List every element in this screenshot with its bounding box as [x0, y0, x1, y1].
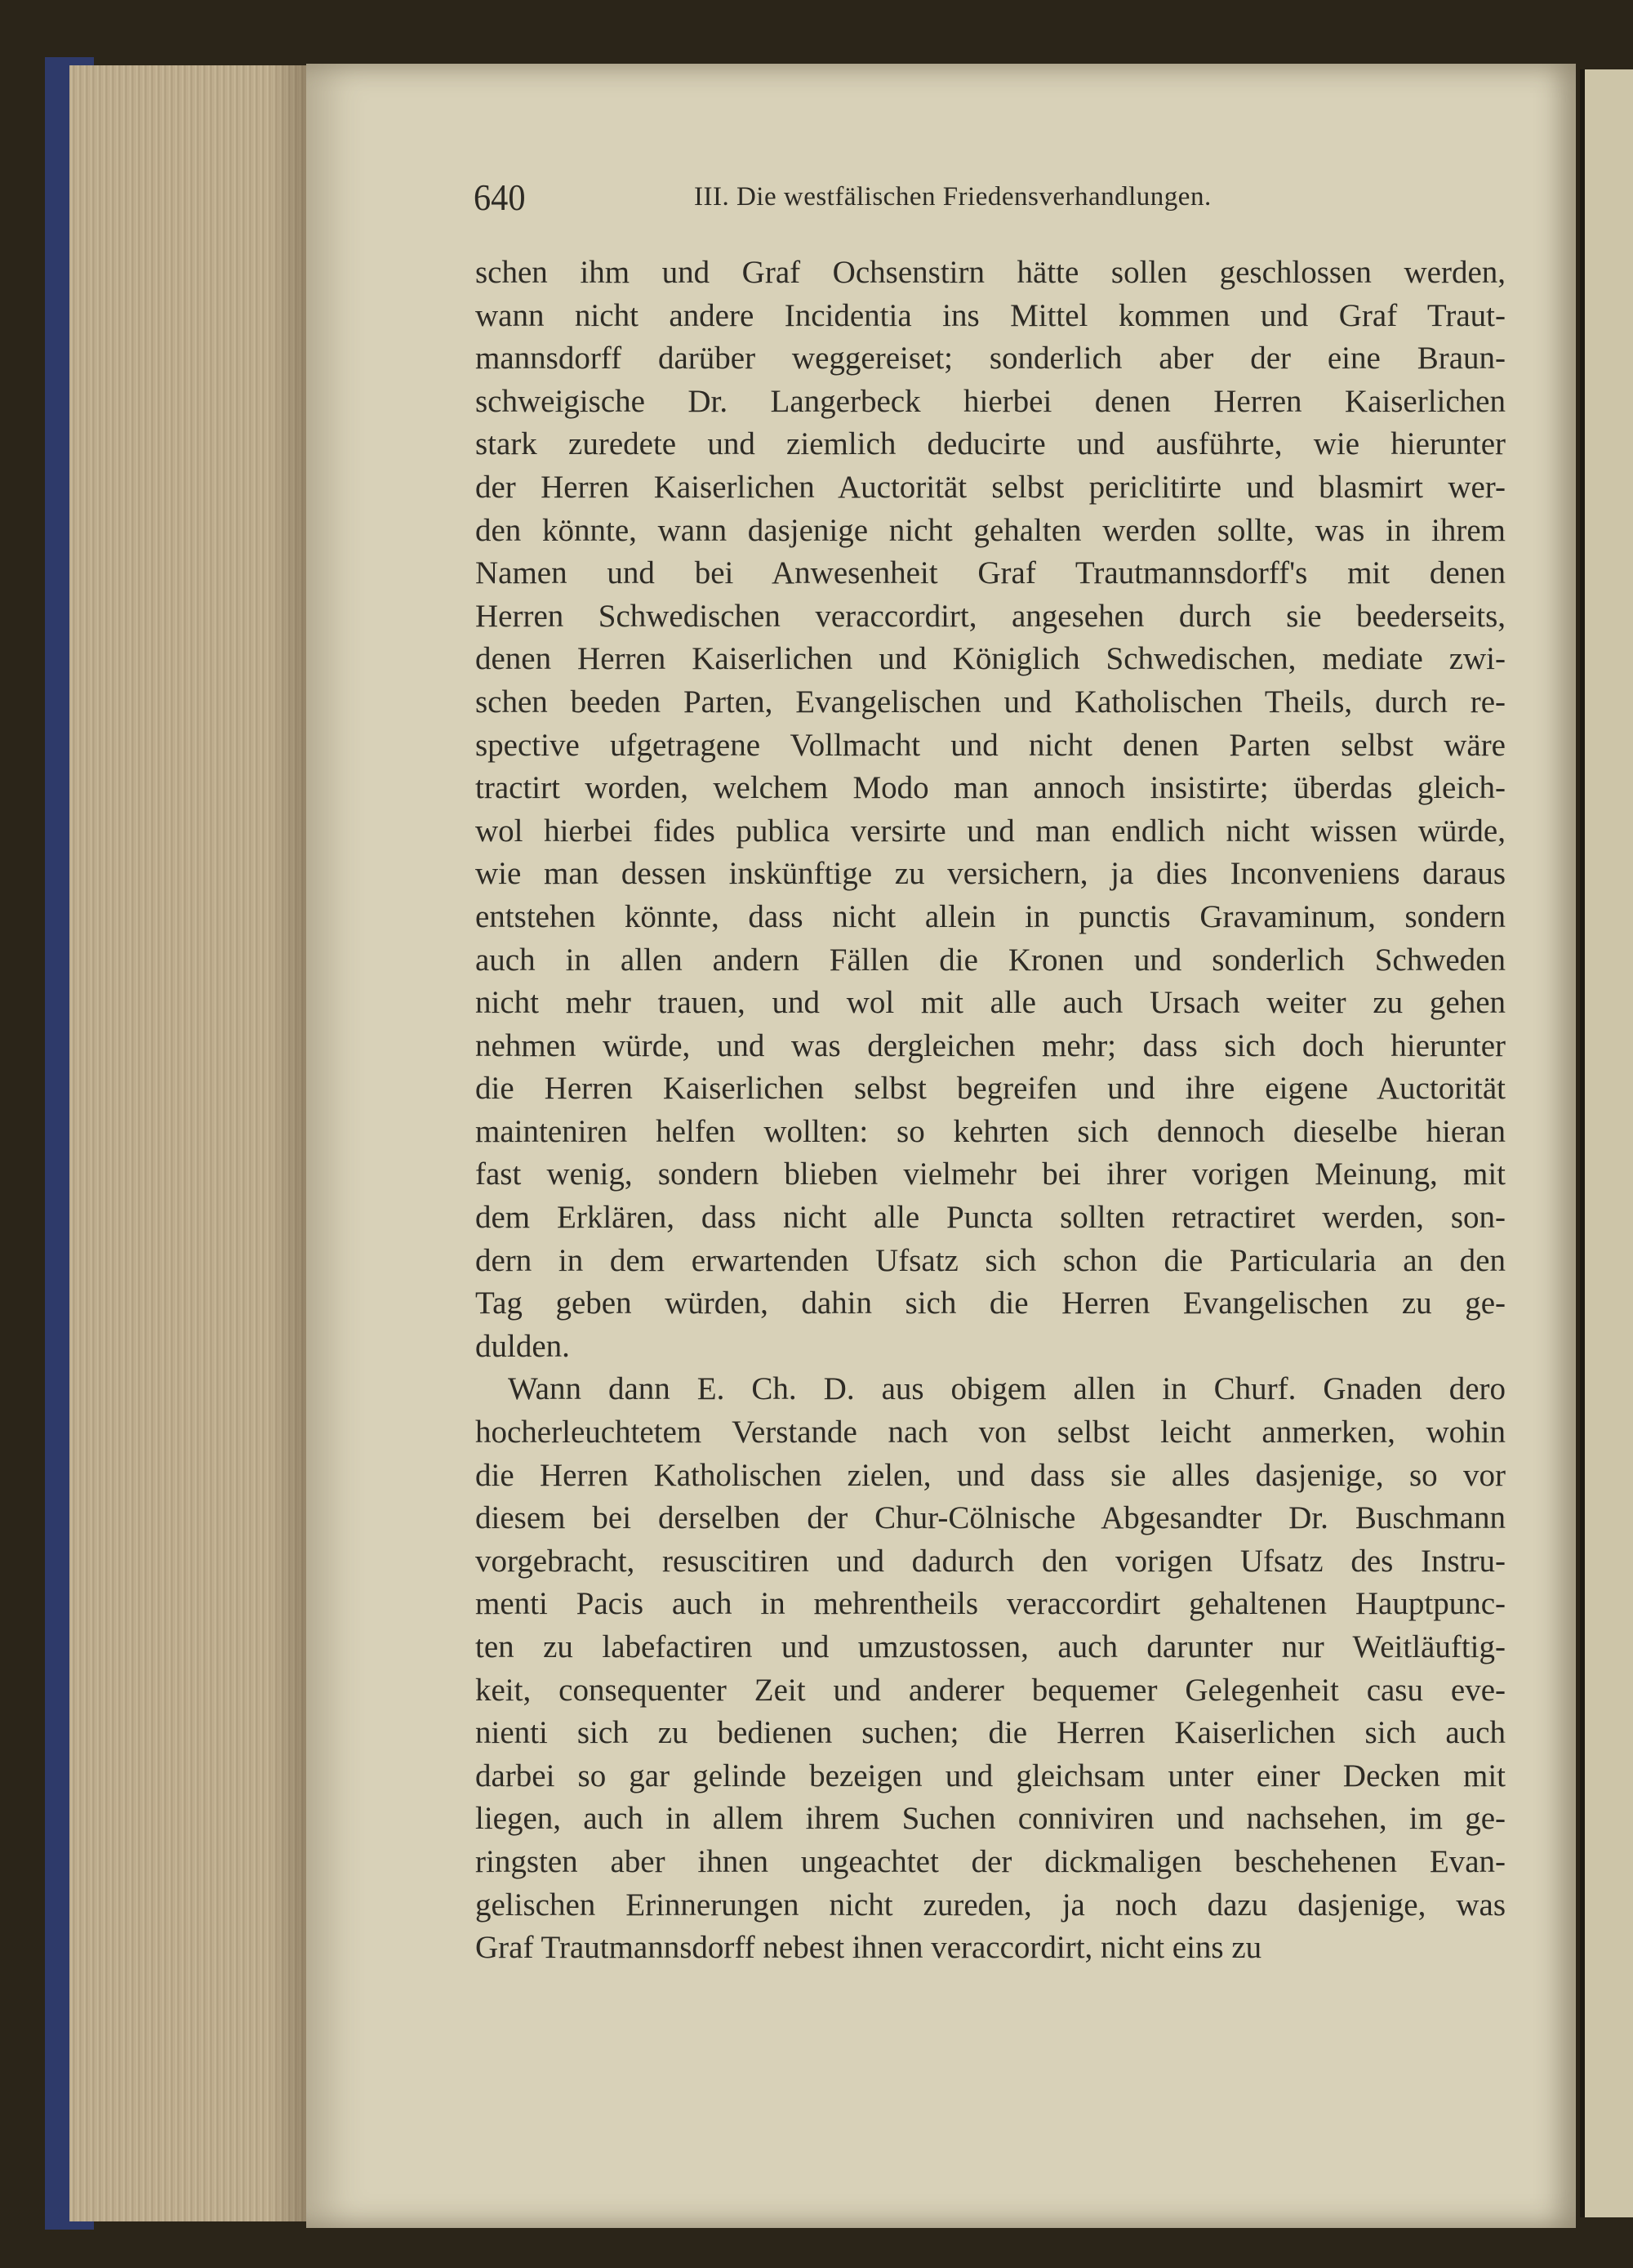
- running-title: III. Die westfälischen Friedensverhandlungen.: [694, 182, 1212, 212]
- text-line: nienti sich zu bedienen suchen; die Herren Kaiserlichen sich auch: [475, 1715, 1506, 1751]
- page-edges-shadow: [269, 65, 310, 2221]
- text-line: darbei so gar gelinde bezeigen und gleichsam unter einer Decken mit: [475, 1758, 1506, 1793]
- text-line: ten zu labefactiren und umzustossen, auch darunter nur Weitläuftig-: [475, 1629, 1506, 1664]
- text-line: ringsten aber ihnen ungeachtet der dickmaligen beschehenen Evan-: [475, 1843, 1506, 1879]
- text-line: wie man dessen inskünftige zu versichern, ja dies Inconveniens daraus: [475, 856, 1506, 892]
- text-line: schen ihm und Graf Ochsenstirn hätte sollen geschlossen werden,: [475, 255, 1506, 290]
- text-line: entstehen könnte, dass nicht allein in punctis Gravaminum, sondern: [475, 898, 1506, 934]
- text-line: wol hierbei fides publica versirte und man endlich nicht wissen würde,: [475, 813, 1506, 849]
- text-line: tractirt worden, welchem Modo man annoch insistirte; überdas gleich-: [475, 770, 1506, 806]
- body-text: [475, 252, 1506, 1970]
- text-line: dern in dem erwartenden Ufsatz sich schon die Particularia an den: [475, 1242, 1506, 1278]
- page-number: 640: [474, 176, 526, 218]
- text-line: denen Herren Kaiserlichen und Königlich Schwedischen, mediate zwi-: [475, 641, 1506, 677]
- text-line: dulden.: [475, 1328, 570, 1364]
- facing-page-edge: [1580, 69, 1633, 2217]
- text-line: fast wenig, sondern blieben vielmehr bei ihrer vorigen Meinung, mit: [475, 1156, 1506, 1192]
- text-line: schen beeden Parten, Evangelischen und Katholischen Theils, durch re-: [475, 684, 1506, 720]
- text-line: wann nicht andere Incidentia ins Mittel kommen und Graf Traut-: [475, 297, 1506, 333]
- text-line: gelischen Erinnerungen nicht zureden, ja noch dazu dasjenige, was: [475, 1887, 1506, 1923]
- text-line: mainteniren helfen wollten: so kehrten sich dennoch dieselbe hieran: [475, 1113, 1506, 1149]
- text-line: diesem bei derselben der Chur-Cölnische Abgesandter Dr. Buschmann: [475, 1500, 1506, 1536]
- text-line: mannsdorff darüber weggereiset; sonderlich aber der eine Braun-: [475, 341, 1506, 377]
- running-header: [474, 176, 1535, 225]
- text-line: nehmen würde, und was dergleichen mehr; dass sich doch hierunter: [475, 1027, 1506, 1063]
- text-line: die Herren Katholischen zielen, und dass sie alles dasjenige, so vor: [475, 1457, 1506, 1493]
- text-line: Tag geben würden, dahin sich die Herren Evangelischen zu ge-: [475, 1285, 1506, 1321]
- text-line: dem Erklären, dass nicht alle Puncta sollten retractiret werden, son-: [475, 1200, 1506, 1236]
- text-line: Herren Schwedischen veraccordirt, angesehen durch sie beederseits,: [475, 598, 1506, 634]
- text-line: die Herren Kaiserlichen selbst begreifen und ihre eigene Auctorität: [475, 1071, 1506, 1107]
- text-line: Namen und bei Anwesenheit Graf Trautmannsdorff's mit denen: [475, 555, 1506, 591]
- text-line: liegen, auch in allem ihrem Suchen conniviren und nachsehen, im ge-: [475, 1801, 1506, 1837]
- text-line: Wann dann E. Ch. D. aus obigem allen in Churf. Gnaden dero: [508, 1371, 1506, 1407]
- text-line: vorgebracht, resuscitiren und dadurch den vorigen Ufsatz des Instru-: [475, 1543, 1506, 1579]
- text-line: keit, consequenter Zeit und anderer bequemer Gelegenheit casu eve-: [475, 1672, 1506, 1708]
- text-line: stark zuredete und ziemlich deducirte und ausführte, wie hierunter: [475, 426, 1506, 462]
- text-line: der Herren Kaiserlichen Auctorität selbst periclitirte und blasmirt wer-: [475, 469, 1506, 505]
- text-line: spective ufgetragene Vollmacht und nicht denen Parten selbst wäre: [475, 727, 1506, 763]
- text-line: Graf Trautmannsdorff nebest ihnen veraccordirt, nicht eins zu: [475, 1930, 1262, 1966]
- text-line: menti Pacis auch in mehrentheils veraccordirt gehaltenen Hauptpunc-: [475, 1586, 1506, 1622]
- text-line: den könnte, wann dasjenige nicht gehalten werden sollte, was in ihrem: [475, 512, 1506, 548]
- text-line: auch in allen andern Fällen die Kronen und sonderlich Schweden: [475, 942, 1506, 978]
- text-line: schweigische Dr. Langerbeck hierbei denen Herren Kaiserlichen: [475, 383, 1506, 419]
- text-line: hocherleuchtetem Verstande nach von selbst leicht anmerken, wohin: [475, 1415, 1506, 1450]
- text-line: nicht mehr trauen, und wol mit alle auch Ursach weiter zu gehen: [475, 985, 1506, 1021]
